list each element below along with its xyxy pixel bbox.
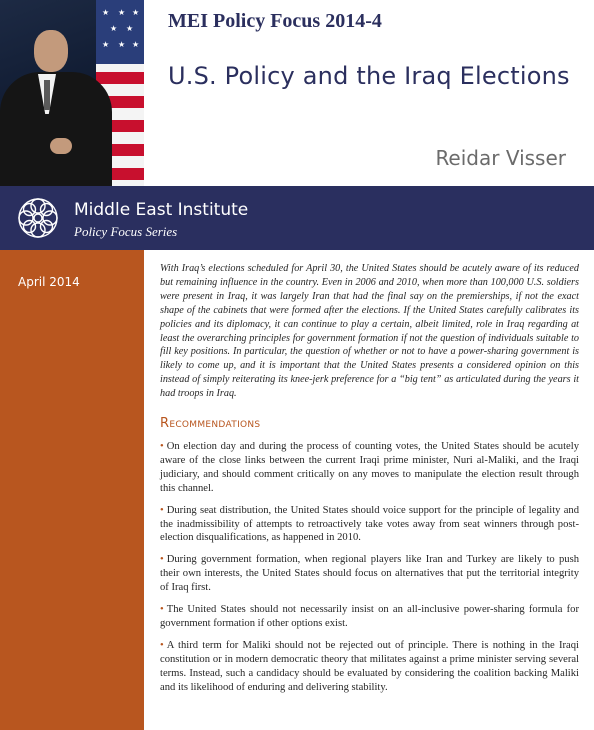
mei-logo-icon	[16, 196, 60, 240]
author-name: Reidar Visser	[435, 146, 566, 170]
flag-star-icon: ★	[126, 24, 134, 33]
speaker-tie	[44, 80, 50, 110]
institute-banner	[0, 186, 594, 250]
recommendation-text: During seat distribution, the United States should voice support for the principle of legality and the inadmissibility of attempts to retroactively take votes away from seat winners through post-election disqualifications, as happened in 2010.	[160, 504, 579, 544]
recommendation-text: A third term for Maliki should not be rejected out of principle. There is nothing in the Iraqi constitution or in modern democratic theory that militates against a prime minister serving several terms. Instead, such a candidacy should be evaluated by considering the coalition backing Maliki and its likelihood of enduring and delivering stability.	[160, 639, 579, 693]
speaker-head	[34, 30, 68, 72]
speaker-hand	[50, 138, 72, 154]
recommendation-item	[160, 504, 579, 546]
recommendation-text: The United States should not necessarily insist on an all-inclusive power-sharing formula for government formation if other options exist.	[160, 604, 579, 629]
document-title: U.S. Policy and the Iraq Elections	[168, 62, 570, 90]
bullet-icon: •	[160, 604, 164, 616]
recommendation-item	[160, 440, 579, 496]
flag-star-icon: ★	[132, 40, 140, 49]
speaker-suit	[0, 72, 112, 186]
bullet-icon: •	[160, 441, 164, 452]
flag-star-icon: ★	[118, 40, 126, 49]
recommendations-list	[160, 440, 579, 703]
flag-star-icon: ★	[110, 24, 118, 33]
flag-star-icon: ★	[102, 8, 110, 17]
flag-star-icon: ★	[102, 40, 110, 49]
flag-star-icon: ★	[118, 8, 126, 17]
recommendation-item	[160, 639, 579, 695]
recommendation-text: On election day and during the process of counting votes, the United States should be acutely aware of the close links between the current Iraqi prime minister, Nuri al-Maliki, and the Iraqi judiciary, and should comment critically on any moves to manipulate the election result through this channel.	[160, 441, 579, 494]
institute-series: Policy Focus Series	[74, 224, 178, 239]
recommendations-heading: Recommendations	[160, 416, 261, 431]
bullet-icon: •	[160, 504, 164, 516]
recommendation-item	[160, 603, 579, 631]
recommendation-text: During government formation, when regional players like Iran and Turkey are likely to push their own interests, the United States should focus on alternatives that put the territorial integrity of Iraq first.	[160, 554, 579, 594]
recommendation-item	[160, 553, 579, 595]
flag-star-icon: ★	[132, 8, 140, 17]
sidebar-column	[0, 250, 144, 730]
bullet-icon: •	[160, 639, 164, 651]
series-title: MEI Policy Focus 2014-4	[168, 10, 382, 32]
speaker-photo	[0, 0, 144, 186]
bullet-icon: •	[160, 554, 164, 566]
publication-date: April 2014	[18, 275, 80, 289]
abstract-text: With Iraq’s elections scheduled for April 30, the United States should be acutely aware of its reduced but remaining influence in the country. Even in 2006 and 2010, when more than 100,000 U.S. soldiers were present in Iraq, it was largely Iran that had the final say on the premierships, if not the exact shape of the cabinets that were formed after the elections. If the United States carefully calibrates its policies and its diplomacy, it can continue to play a certain, albeit limited, role in Iraq regarding at least the overarching principles for government formation if not the question of individuals suitable to fill key positions. In particular, the question of whether or not to have a power-sharing government is likely to come up, and it is important that the United States presents a considered opinion on this instead of simply reiterating its knee-jerk preference for a “big tent” as articulated during the years it had troops in Iraq.	[160, 263, 579, 400]
institute-name: Middle East Institute	[74, 200, 249, 220]
